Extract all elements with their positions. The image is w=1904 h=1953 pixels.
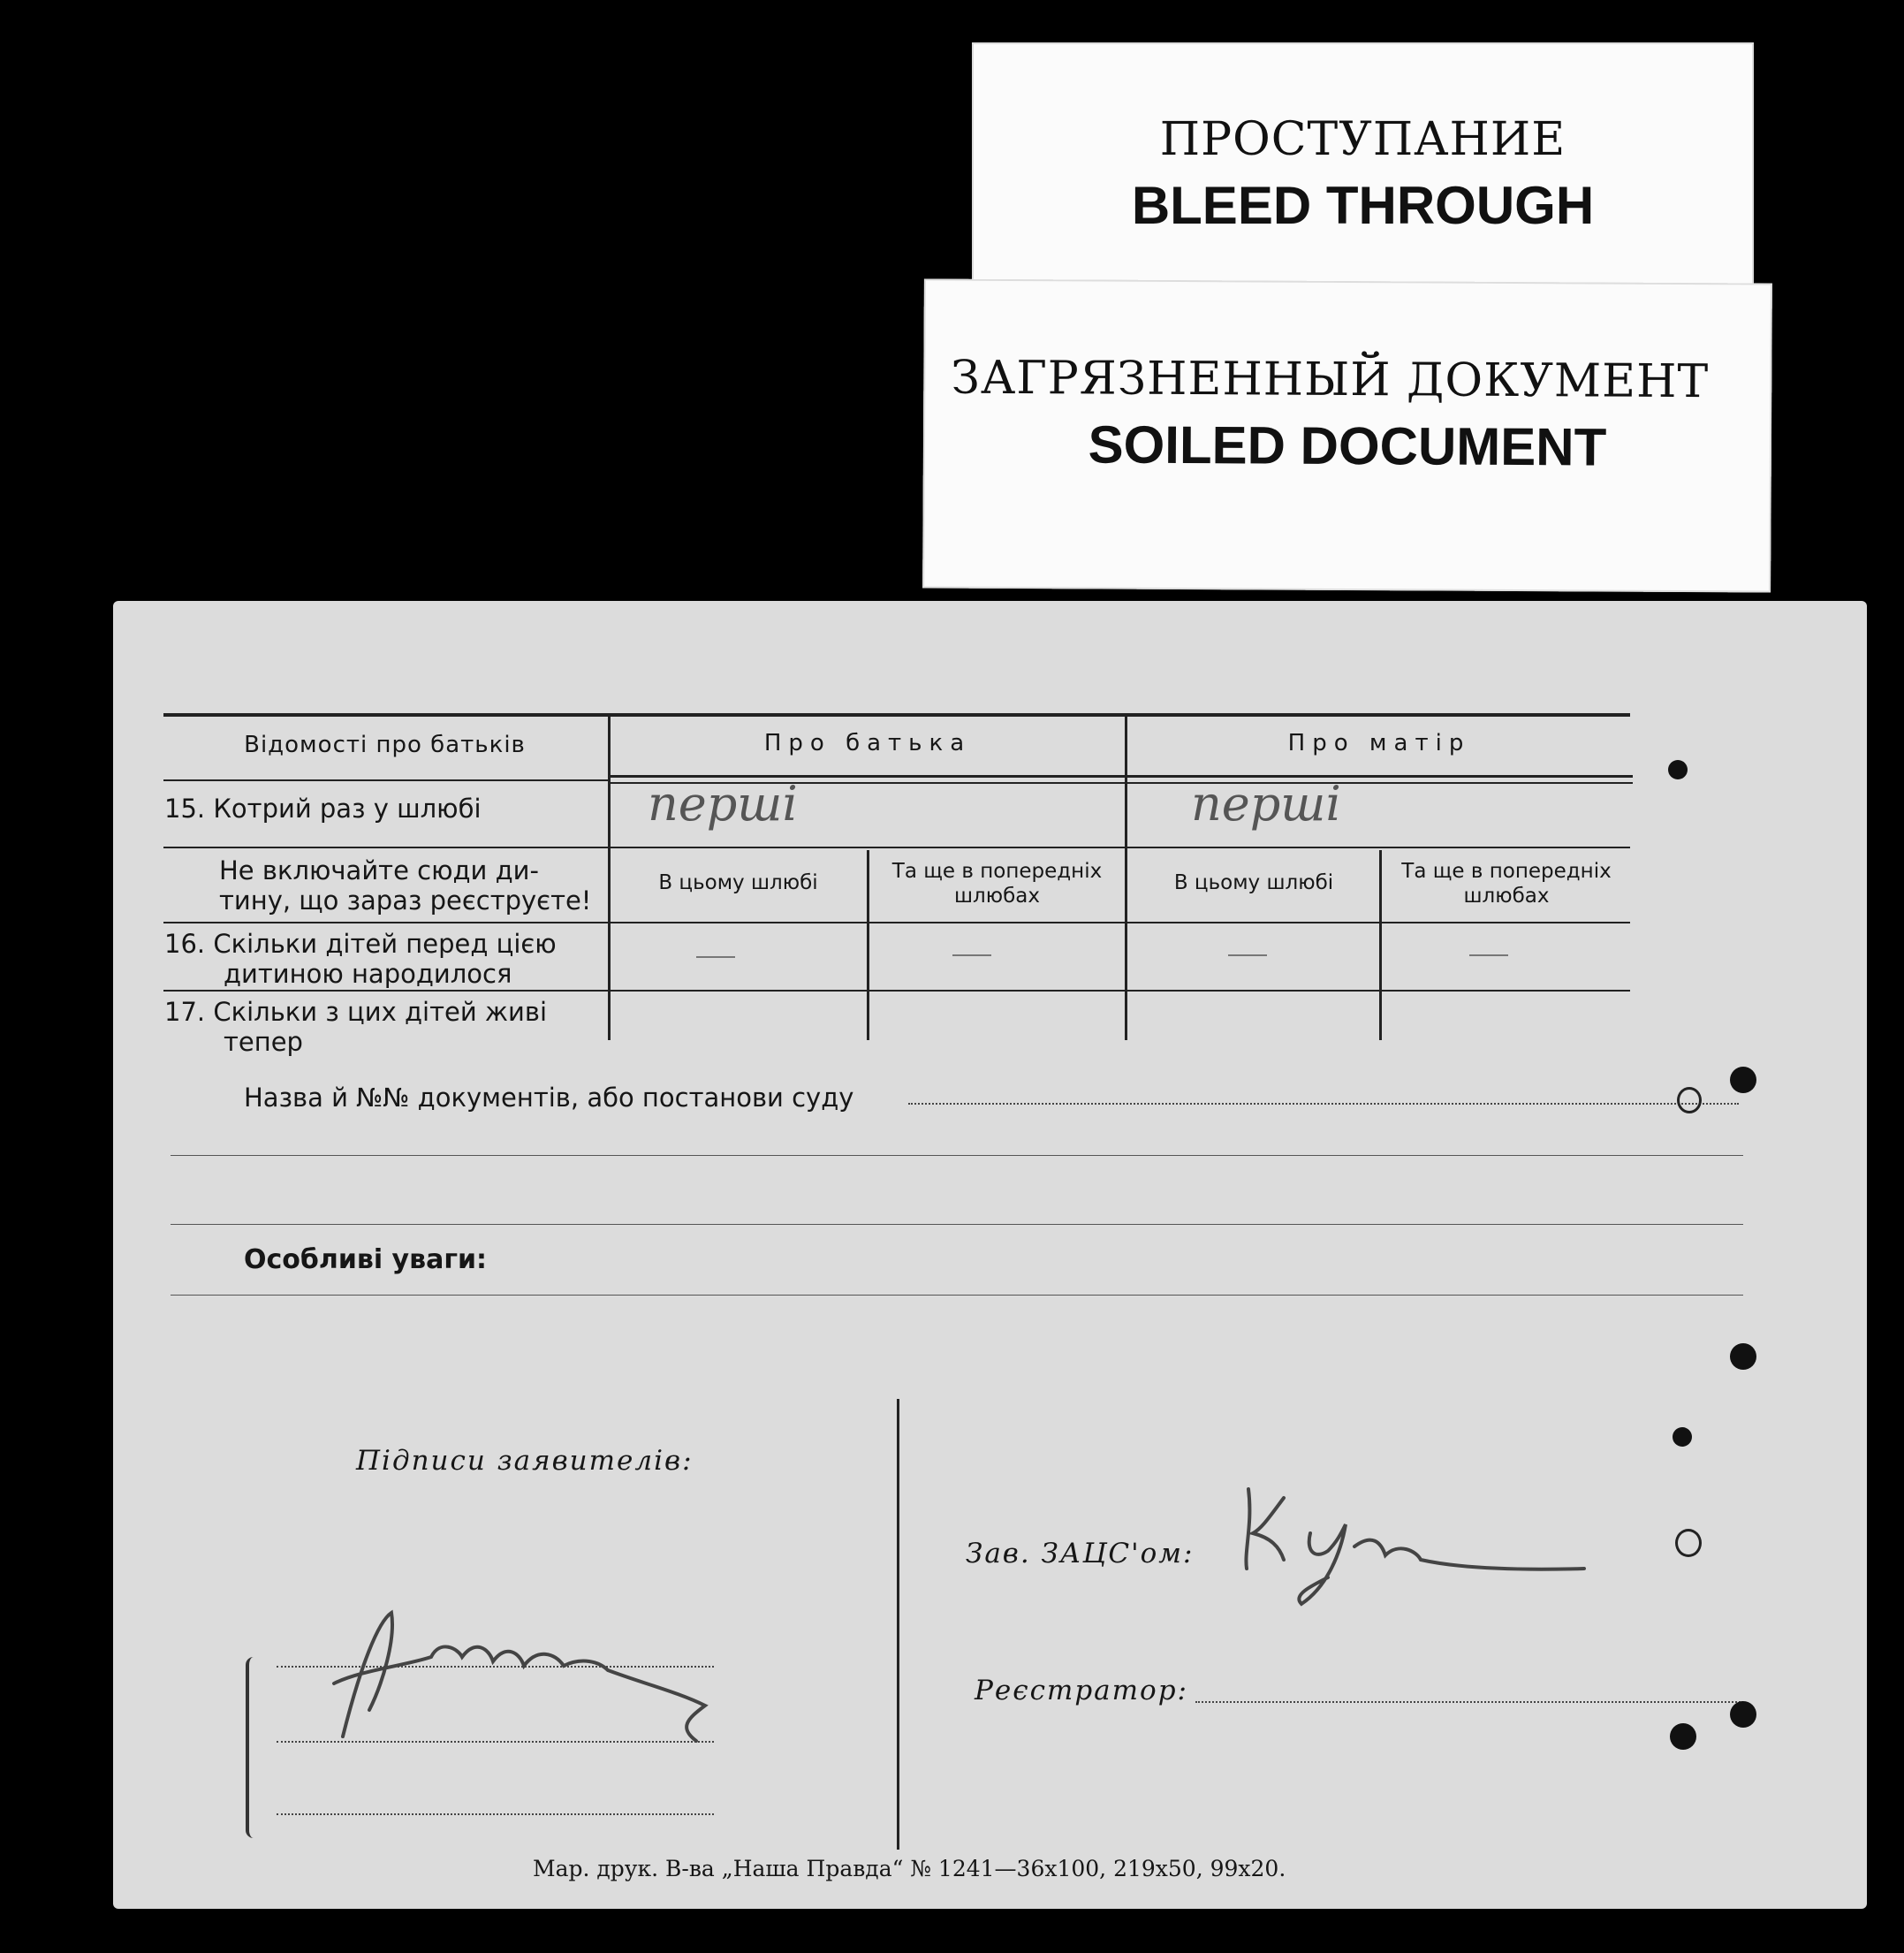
binding-hole bbox=[1675, 1529, 1702, 1557]
note-line1: Не включайте сюди ди- bbox=[219, 855, 539, 885]
row16-mother-this-dash bbox=[1228, 954, 1267, 956]
table-top-rule bbox=[163, 713, 1630, 717]
column-divider-2 bbox=[1125, 713, 1127, 1040]
parents-info-header: Відомості про батьків bbox=[244, 732, 526, 758]
subheader-rule bbox=[163, 922, 1630, 923]
table-label-rule bbox=[163, 779, 610, 781]
applicant-line-3 bbox=[277, 1813, 714, 1815]
row15-father-handwriting: перші bbox=[648, 776, 798, 832]
soiled-document-russian-label: ЗАГРЯЗНЕННЫЙ ДОКУМЕНТ bbox=[951, 351, 1710, 409]
bleed-through-english-label: BLEED THROUGH bbox=[1131, 176, 1595, 235]
row15-mother-handwriting: перші bbox=[1191, 776, 1341, 832]
note-line2: тину, що зараз реєструєте! bbox=[219, 885, 592, 916]
registrar-label: Реєстратор: bbox=[975, 1675, 1188, 1706]
binding-hole bbox=[1670, 1723, 1696, 1750]
documents-dotted-line bbox=[908, 1103, 1739, 1105]
bleed-through-notice-card bbox=[972, 42, 1754, 294]
documents-label: Назва й №№ документів, або постанови суду bbox=[244, 1083, 854, 1113]
row17-label-line2: тепер bbox=[224, 1027, 303, 1057]
remarks-label: Особливі уваги: bbox=[244, 1244, 488, 1275]
signature-area-divider bbox=[897, 1399, 899, 1850]
bleed-through-russian-label: ПРОСТУПАНИЕ bbox=[1159, 113, 1566, 166]
mother-this-marriage-subheader: В цьому шлюбі bbox=[1173, 871, 1334, 894]
mother-column-header: Про матір bbox=[1287, 730, 1471, 756]
registrar-line bbox=[1195, 1701, 1743, 1703]
soiled-document-english-label: SOILED DOCUMENT bbox=[1088, 414, 1607, 477]
father-subcolumn-divider bbox=[867, 850, 869, 1040]
row15-rule bbox=[163, 847, 1630, 848]
binding-hole bbox=[1730, 1067, 1756, 1093]
applicant-line-1 bbox=[277, 1666, 714, 1668]
soiled-document-notice-card bbox=[922, 278, 1772, 592]
column-divider-1 bbox=[608, 713, 611, 1040]
binding-hole bbox=[1730, 1701, 1756, 1728]
applicant-signature bbox=[307, 1586, 802, 1754]
father-column-header: Про батька bbox=[763, 730, 972, 756]
row16-father-this-dash bbox=[696, 956, 735, 958]
documents-line-3 bbox=[171, 1224, 1743, 1225]
applicant-line-2 bbox=[277, 1741, 714, 1743]
mother-previous-marriages-subheader: Та ще в попередніх шлюбах bbox=[1401, 860, 1612, 908]
binding-hole bbox=[1668, 760, 1688, 779]
father-this-marriage-subheader: В цьому шлюбі bbox=[658, 871, 818, 894]
row16-rule bbox=[163, 990, 1630, 992]
row16-label-line1: 16. Скільки дітей перед цією bbox=[164, 929, 557, 959]
registration-form-page bbox=[113, 601, 1867, 1909]
head-registry-label: Зав. ЗАЦС'ом: bbox=[966, 1538, 1195, 1569]
row16-father-prev-dash bbox=[952, 954, 991, 956]
applicants-brace bbox=[246, 1657, 254, 1838]
row16-label-line2: дитиною народилося bbox=[224, 959, 512, 989]
father-previous-marriages-subheader: Та ще в попередніх шлюбах bbox=[891, 860, 1103, 908]
mother-subcolumn-divider bbox=[1379, 850, 1382, 1040]
row17-label-line1: 17. Скільки з цих дітей живі bbox=[164, 997, 548, 1027]
binding-hole bbox=[1673, 1427, 1692, 1447]
binding-hole bbox=[1677, 1087, 1702, 1113]
remarks-line bbox=[171, 1295, 1743, 1296]
row15-label: 15. Котрий раз у шлюбі bbox=[164, 794, 482, 824]
binding-hole bbox=[1730, 1343, 1756, 1370]
head-registry-signature bbox=[1231, 1471, 1708, 1622]
printer-imprint: Мар. друк. В-ва „Наша Правда“ № 1241—36x100, 219x50, 99x20. bbox=[533, 1856, 1286, 1881]
applicants-signatures-label: Підписи заявителів: bbox=[356, 1445, 694, 1477]
documents-line-2 bbox=[171, 1155, 1743, 1156]
row16-mother-prev-dash bbox=[1469, 954, 1508, 956]
